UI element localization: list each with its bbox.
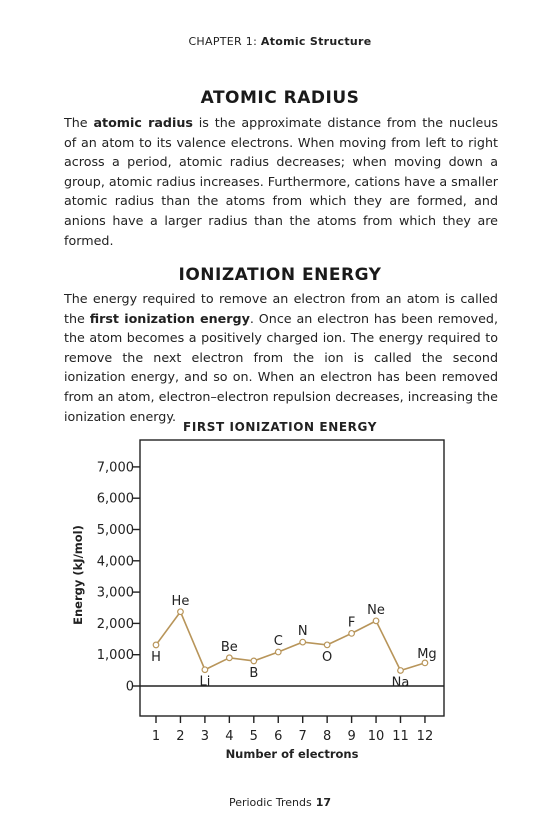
x-tick-label: 7 [298, 729, 307, 744]
point-label: B [249, 665, 259, 681]
x-tick-label: 11 [392, 729, 409, 744]
data-point [349, 631, 355, 637]
term-first-ionization-energy: first ionization energy [89, 310, 250, 326]
atomic-radius-heading: ATOMIC RADIUS [200, 88, 360, 108]
ionization-energy-heading: IONIZATION ENERGY [178, 265, 382, 285]
y-tick-label: 7,000 [96, 460, 134, 476]
point-label: H [151, 649, 161, 665]
x-tick-label: 8 [323, 729, 332, 744]
running-footer [0, 796, 560, 809]
chart-title: FIRST IONIZATION ENERGY [183, 420, 377, 434]
data-point [227, 655, 233, 661]
data-point [251, 658, 257, 664]
x-tick-label: 10 [367, 729, 385, 744]
point-label: N [297, 624, 308, 640]
y-axis-label: Energy (kJ/mol) [71, 525, 85, 625]
y-tick-label: 1,000 [96, 648, 134, 664]
chapter-number: CHAPTER 1: [188, 35, 258, 48]
point-label: O [322, 649, 333, 665]
x-tick-label: 3 [200, 729, 210, 744]
point-label: Be [220, 639, 238, 655]
x-tick-label: 6 [274, 729, 283, 744]
point-label: F [347, 615, 356, 631]
page-number: 17 [315, 796, 332, 809]
series-line [156, 612, 425, 671]
x-tick-label: 5 [249, 729, 258, 744]
text-after: is the approximate distance from the nucleus of an atom to its valence electrons. When moving from left to right across a period, atomic radius decreases; when moving down a group, atomic radius increases. Furthermore, cations have a smaller atomic radius than the atoms from which they are formed, and anions have a larger radius than the atoms from which they are formed. [64, 115, 498, 248]
data-point [398, 668, 404, 674]
term-atomic-radius: atomic radius [93, 115, 193, 130]
x-tick-label: 12 [416, 729, 434, 744]
point-label: Li [199, 674, 211, 690]
y-tick-label: 0 [125, 679, 134, 695]
data-point [153, 642, 159, 648]
y-tick-label: 4,000 [96, 554, 134, 570]
y-tick-label: 2,000 [96, 616, 134, 632]
y-tick-label: 5,000 [96, 523, 134, 538]
point-label: Mg [417, 646, 437, 662]
point-label: Ne [367, 602, 385, 618]
data-point [178, 609, 184, 615]
x-tick-label: 2 [176, 729, 185, 744]
y-tick-label: 3,000 [96, 585, 134, 601]
data-point [275, 649, 281, 655]
point-label: He [171, 593, 190, 609]
point-label: C [273, 634, 283, 650]
point-label: Na [391, 675, 410, 691]
x-axis-label: Number of electrons [225, 747, 359, 761]
x-tick-label: 1 [151, 729, 161, 744]
data-point [300, 639, 306, 645]
chapter-title: Atomic Structure [260, 35, 372, 48]
text-before: The [64, 115, 94, 130]
x-tick-label: 4 [225, 729, 234, 744]
y-tick-label: 6,000 [96, 491, 134, 507]
x-tick-label: 9 [347, 729, 356, 744]
data-point [373, 618, 379, 624]
text-after: . Once an electron has been removed, the atom becomes a positively charged ion. The energy required to remove the next electron from the ion is called the second ionization energy, and so on. When an electron has been removed from an atom, electron–electron repulsion decreases, increasing the ionization energy. [64, 310, 498, 424]
data-point [324, 642, 330, 648]
data-point [202, 667, 208, 673]
footer-section: Periodic Trends [228, 796, 312, 809]
text-before: The energy required to remove an electron from an atom is called the [64, 291, 498, 326]
